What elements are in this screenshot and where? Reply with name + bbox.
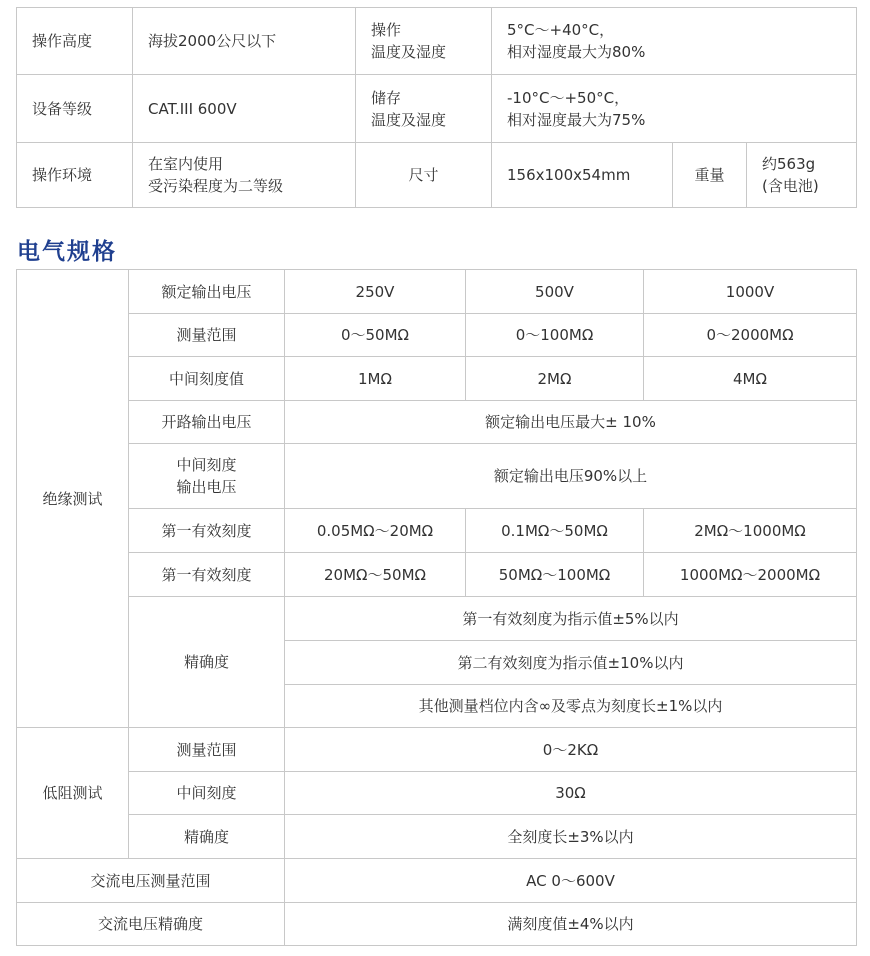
operating-environment-label: 操作环境 xyxy=(17,143,133,208)
table-row xyxy=(17,444,857,509)
size-label: 尺寸 xyxy=(356,143,492,208)
table-row xyxy=(17,509,857,553)
operating-temp-label-line2: 温度及湿度 xyxy=(371,43,447,61)
table-row xyxy=(17,772,857,815)
table-row xyxy=(17,903,857,946)
mid-output-label-line1: 中间刻度 xyxy=(176,456,237,474)
table-row xyxy=(17,597,857,641)
environment-spec-table xyxy=(16,7,857,208)
low-resistance-group: 低阻测试 xyxy=(17,728,129,859)
table-row xyxy=(17,357,857,401)
rated-voltage-1000: 1000V xyxy=(644,270,857,314)
effective-scale-1c: 2MΩ～1000MΩ xyxy=(644,509,857,553)
operating-temp-label-line1: 操作 xyxy=(371,21,402,39)
insulation-accuracy-line3: 其他测量档位内含∞及零点为刻度长±1%以内 xyxy=(285,685,857,728)
insulation-accuracy-line2: 第二有效刻度为指示值±10%以内 xyxy=(285,641,857,685)
table-row xyxy=(17,314,857,357)
ac-range-label: 交流电压测量范围 xyxy=(17,859,285,903)
low-resistance-range-value: 0～2KΩ xyxy=(285,728,857,772)
table-row xyxy=(17,401,857,444)
insulation-accuracy-label: 精确度 xyxy=(129,597,285,728)
insulation-range-2: 0～100MΩ xyxy=(466,314,644,357)
low-resistance-mid-label: 中间刻度 xyxy=(129,772,285,815)
equipment-class-label: 设备等级 xyxy=(17,75,133,143)
operating-temp-value-line1: 5°C～+40°C， xyxy=(507,21,615,39)
weight-value-line2: (含电池) xyxy=(762,177,819,195)
mid-output-value: 额定输出电压90%以上 xyxy=(285,444,857,509)
rated-voltage-250: 250V xyxy=(285,270,466,314)
effective-scale-1b: 0.1MΩ～50MΩ xyxy=(466,509,644,553)
open-voltage-label: 开路输出电压 xyxy=(129,401,285,444)
mid-output-label xyxy=(129,444,285,509)
mid-value-3: 4MΩ xyxy=(644,357,857,401)
storage-temp-label xyxy=(356,75,492,143)
low-resistance-accuracy-value: 全刻度长±3%以内 xyxy=(285,815,857,859)
ac-accuracy-value: 满刻度值±4%以内 xyxy=(285,903,857,946)
effective-scale-label-1: 第一有效刻度 xyxy=(129,509,285,553)
operating-temp-value-line2: 相对湿度最大为80% xyxy=(507,43,646,61)
storage-temp-label-line1: 储存 xyxy=(371,88,402,107)
table-row xyxy=(17,143,857,208)
table-row xyxy=(17,75,857,143)
mid-value-label: 中间刻度值 xyxy=(129,357,285,401)
storage-temp-value-line2: 相对湿度最大为75% xyxy=(507,110,646,129)
table-row xyxy=(17,728,857,772)
effective-scale-2c: 1000MΩ～2000MΩ xyxy=(644,553,857,597)
low-resistance-range-label: 测量范围 xyxy=(129,728,285,772)
effective-scale-2b: 50MΩ～100MΩ xyxy=(466,553,644,597)
insulation-test-group: 绝缘测试 xyxy=(17,270,129,728)
operating-environment-line1: 在室内使用 xyxy=(148,155,224,173)
table-row xyxy=(17,270,857,314)
size-value: 156x100x54mm xyxy=(492,143,673,208)
operating-altitude-value: 海拔2000公尺以下 xyxy=(133,8,356,75)
insulation-range-1: 0～50MΩ xyxy=(285,314,466,357)
weight-value xyxy=(747,143,857,208)
low-resistance-mid-value: 30Ω xyxy=(285,772,857,815)
section-title: 电气规格 xyxy=(17,239,117,265)
table-row xyxy=(17,8,857,75)
operating-environment-value xyxy=(133,143,356,208)
weight-label: 重量 xyxy=(673,143,747,208)
effective-scale-1a: 0.05MΩ～20MΩ xyxy=(285,509,466,553)
operating-temp-label xyxy=(356,8,492,75)
table-row xyxy=(17,815,857,859)
electrical-spec-table xyxy=(16,269,857,946)
insulation-range-3: 0～2000MΩ xyxy=(644,314,857,357)
open-voltage-value: 额定输出电压最大± 10% xyxy=(285,401,857,444)
ac-accuracy-label: 交流电压精确度 xyxy=(17,903,285,946)
equipment-class-value: CAT.III 600V xyxy=(133,75,356,143)
storage-temp-label-line2: 温度及湿度 xyxy=(371,110,447,129)
table-row xyxy=(17,859,857,903)
low-resistance-accuracy-label: 精确度 xyxy=(129,815,285,859)
mid-value-1: 1MΩ xyxy=(285,357,466,401)
ac-range-value: AC 0～600V xyxy=(285,859,857,903)
storage-temp-value-line1: -10°C～+50°C， xyxy=(507,88,630,107)
mid-output-label-line2: 输出电压 xyxy=(176,478,237,496)
mid-value-2: 2MΩ xyxy=(466,357,644,401)
table-row xyxy=(17,553,857,597)
weight-value-line1: 约563g xyxy=(762,155,816,173)
effective-scale-label-2: 第一有效刻度 xyxy=(129,553,285,597)
operating-temp-value xyxy=(492,8,857,75)
storage-temp-value xyxy=(492,75,857,143)
insulation-accuracy-line1: 第一有效刻度为指示值±5%以内 xyxy=(285,597,857,641)
effective-scale-2a: 20MΩ～50MΩ xyxy=(285,553,466,597)
rated-voltage-label: 额定输出电压 xyxy=(129,270,285,314)
insulation-range-label: 测量范围 xyxy=(129,314,285,357)
operating-environment-line2: 受污染程度为二等级 xyxy=(148,177,284,195)
rated-voltage-500: 500V xyxy=(466,270,644,314)
operating-altitude-label: 操作高度 xyxy=(17,8,133,75)
